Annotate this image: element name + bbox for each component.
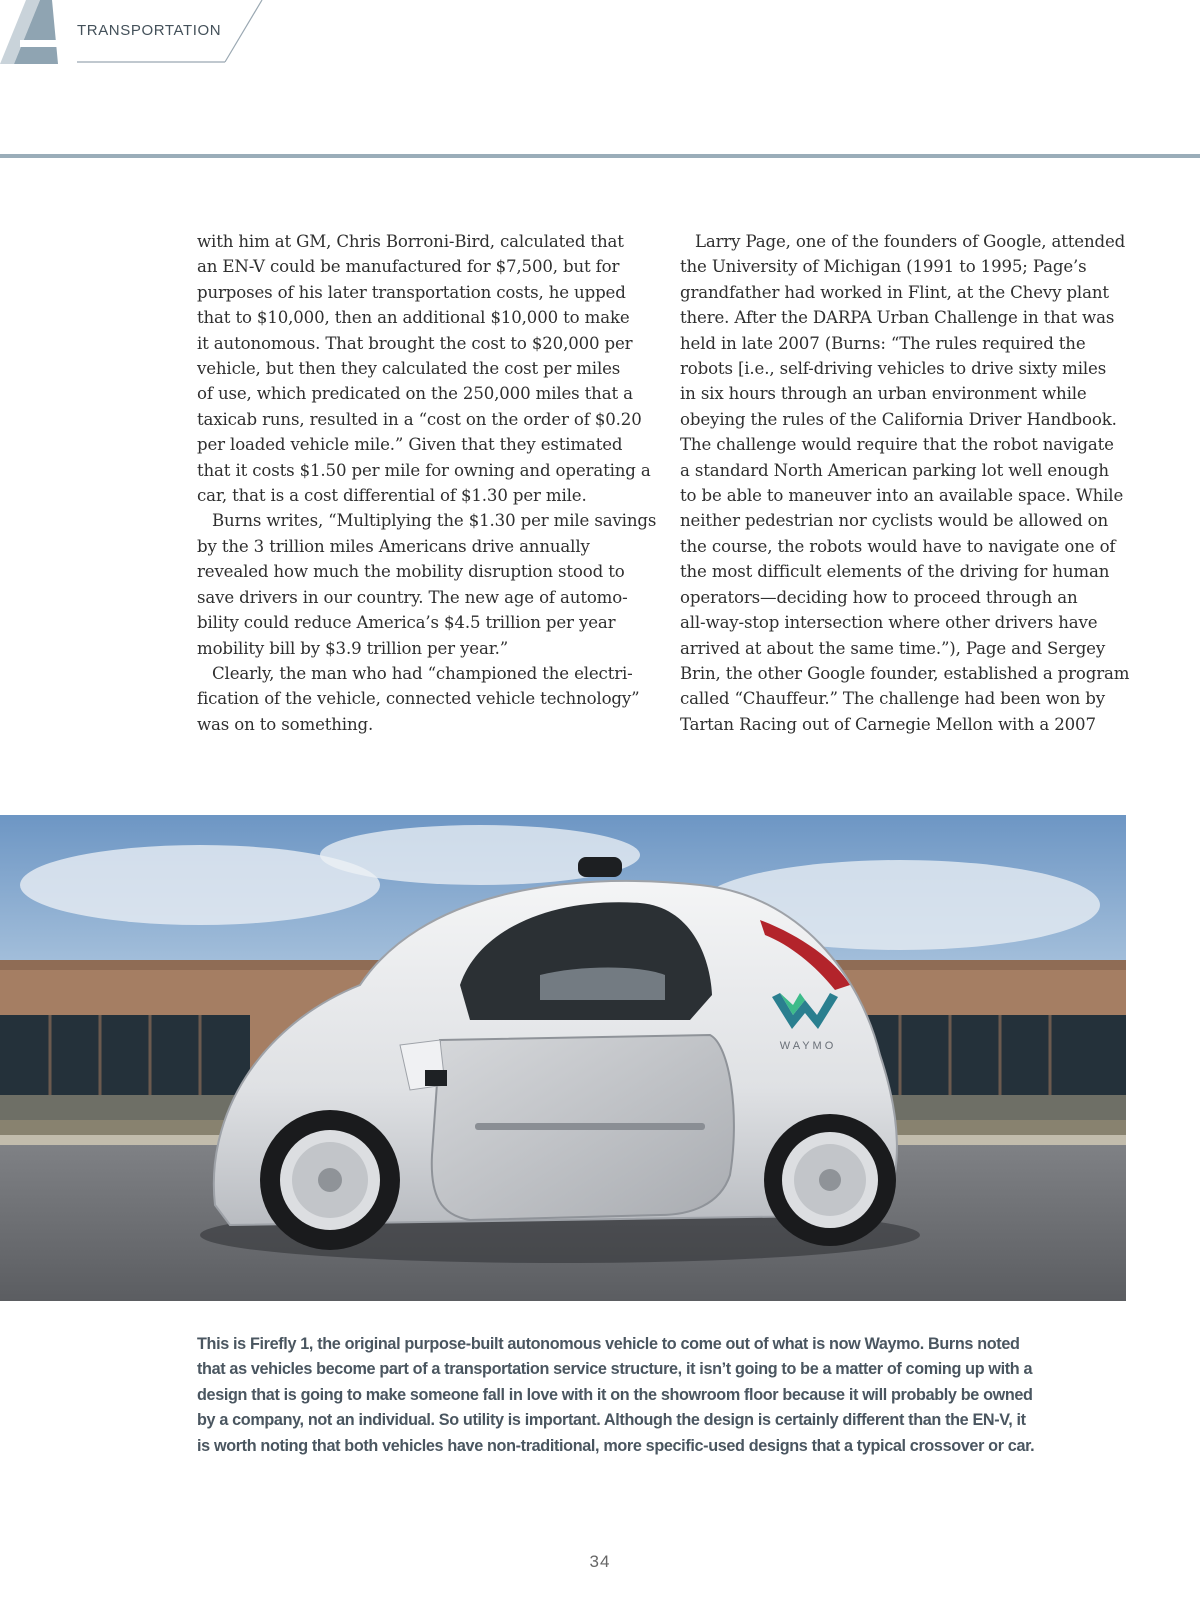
text-line: The challenge would require that the robot navigate: [680, 435, 1114, 455]
caption-line: design that is going to make someone fall in love with it on the showroom floor because it will probably be owned: [197, 1385, 1033, 1404]
text-line: there. After the DARPA Urban Challenge in that was: [680, 308, 1115, 328]
text-line: the most difficult elements of the driving for human: [680, 562, 1110, 582]
text-line: an EN-V could be manufactured for $7,500, but for: [197, 257, 620, 277]
caption-line: is worth noting that both vehicles have non-traditional, more specific-used designs that a typical crossover or car.: [197, 1436, 1035, 1455]
page-number: 34: [589, 1552, 611, 1571]
text-line: called “Chauffeur.” The challenge had been won by: [680, 689, 1105, 709]
header-divider: [0, 154, 1200, 158]
waymo-firefly-photo: [0, 815, 1126, 1301]
car-illustration: [0, 815, 1126, 1301]
text-line: the course, the robots would have to navigate one of: [680, 536, 1116, 556]
text-line: with him at GM, Chris Borroni-Bird, calculated that: [197, 232, 624, 251]
text-line: neither pedestrian nor cyclists would be allowed on: [680, 511, 1109, 531]
text-line: it autonomous. That brought the cost to $20,000 per: [197, 333, 633, 353]
text-line: the University of Michigan (1991 to 1995; Page’s: [680, 257, 1087, 277]
right-text-column: [680, 229, 1130, 737]
text-line: obeying the rules of the California Driver Handbook.: [680, 409, 1117, 429]
text-line: per loaded vehicle mile.” Given that they estimated: [197, 435, 623, 455]
text-line: Brin, the other Google founder, established a program: [680, 663, 1130, 683]
caption-line: by a company, not an individual. So utility is important. Although the design is certainly different than the EN-V, it: [197, 1411, 1026, 1430]
text-line: vehicle, but then they calculated the cost per miles: [197, 359, 621, 379]
text-line: all-way-stop intersection where other drivers have: [680, 613, 1098, 633]
caption-line: that as vehicles become part of a transportation service structure, it isn’t going to be a matter of coming up with a: [197, 1360, 1033, 1379]
text-line: revealed how much the mobility disruption stood to: [197, 562, 625, 582]
text-line: to be able to maneuver into an available space. While: [680, 486, 1124, 506]
text-line: Tartan Racing out of Carnegie Mellon with a 2007: [680, 714, 1096, 734]
text-line: Larry Page, one of the founders of Google, attended: [695, 232, 1126, 251]
text-line: taxicab runs, resulted in a “cost on the order of $0.20: [197, 409, 642, 429]
text-line: Burns writes, “Multiplying the $1.30 per mile savings: [212, 511, 657, 531]
text-line: was on to something.: [197, 714, 374, 734]
text-line: bility could reduce America’s $4.5 trillion per year: [197, 613, 616, 633]
text-line: grandfather had worked in Flint, at the Chevy plant: [680, 282, 1109, 302]
text-line: Clearly, the man who had “championed the electri-: [212, 663, 633, 683]
left-text-column: [197, 229, 657, 737]
text-line: in six hours through an urban environment while: [680, 384, 1087, 404]
waymo-brand-text: WAYMO: [779, 1040, 837, 1052]
text-line: robots [i.e., self-driving vehicles to drive sixty miles: [680, 359, 1107, 379]
photo-caption: [197, 1332, 1037, 1459]
text-line: arrived at about the same time.”), Page and Sergey: [680, 638, 1106, 658]
text-line: that to $10,000, then an additional $10,000 to make: [197, 308, 630, 328]
text-line: of use, which predicated on the 250,000 miles that a: [197, 384, 633, 404]
text-line: mobility bill by $3.9 trillion per year.”: [197, 638, 509, 658]
rear-wheel-icon: [764, 1114, 896, 1246]
front-wheel-icon: [260, 1110, 400, 1250]
text-line: that it costs $1.50 per mile for owning and operating a: [197, 460, 651, 480]
text-line: car, that is a cost differential of $1.30 per mile.: [197, 486, 587, 506]
text-line: save drivers in our country. The new age of automo-: [197, 587, 628, 607]
text-line: held in late 2007 (Burns: “The rules required the: [680, 333, 1086, 353]
caption-line: This is Firefly 1, the original purpose-built autonomous vehicle to come out of what is now Waymo. Burns noted: [197, 1335, 1020, 1353]
text-line: operators—deciding how to proceed through an: [680, 587, 1078, 607]
text-line: fication of the vehicle, connected vehicle technology”: [197, 689, 640, 709]
text-line: by the 3 trillion miles Americans drive annually: [197, 536, 590, 556]
section-label: TRANSPORTATION: [77, 22, 222, 39]
text-line: a standard North American parking lot well enough: [680, 460, 1109, 480]
text-line: purposes of his later transportation costs, he upped: [197, 282, 626, 302]
